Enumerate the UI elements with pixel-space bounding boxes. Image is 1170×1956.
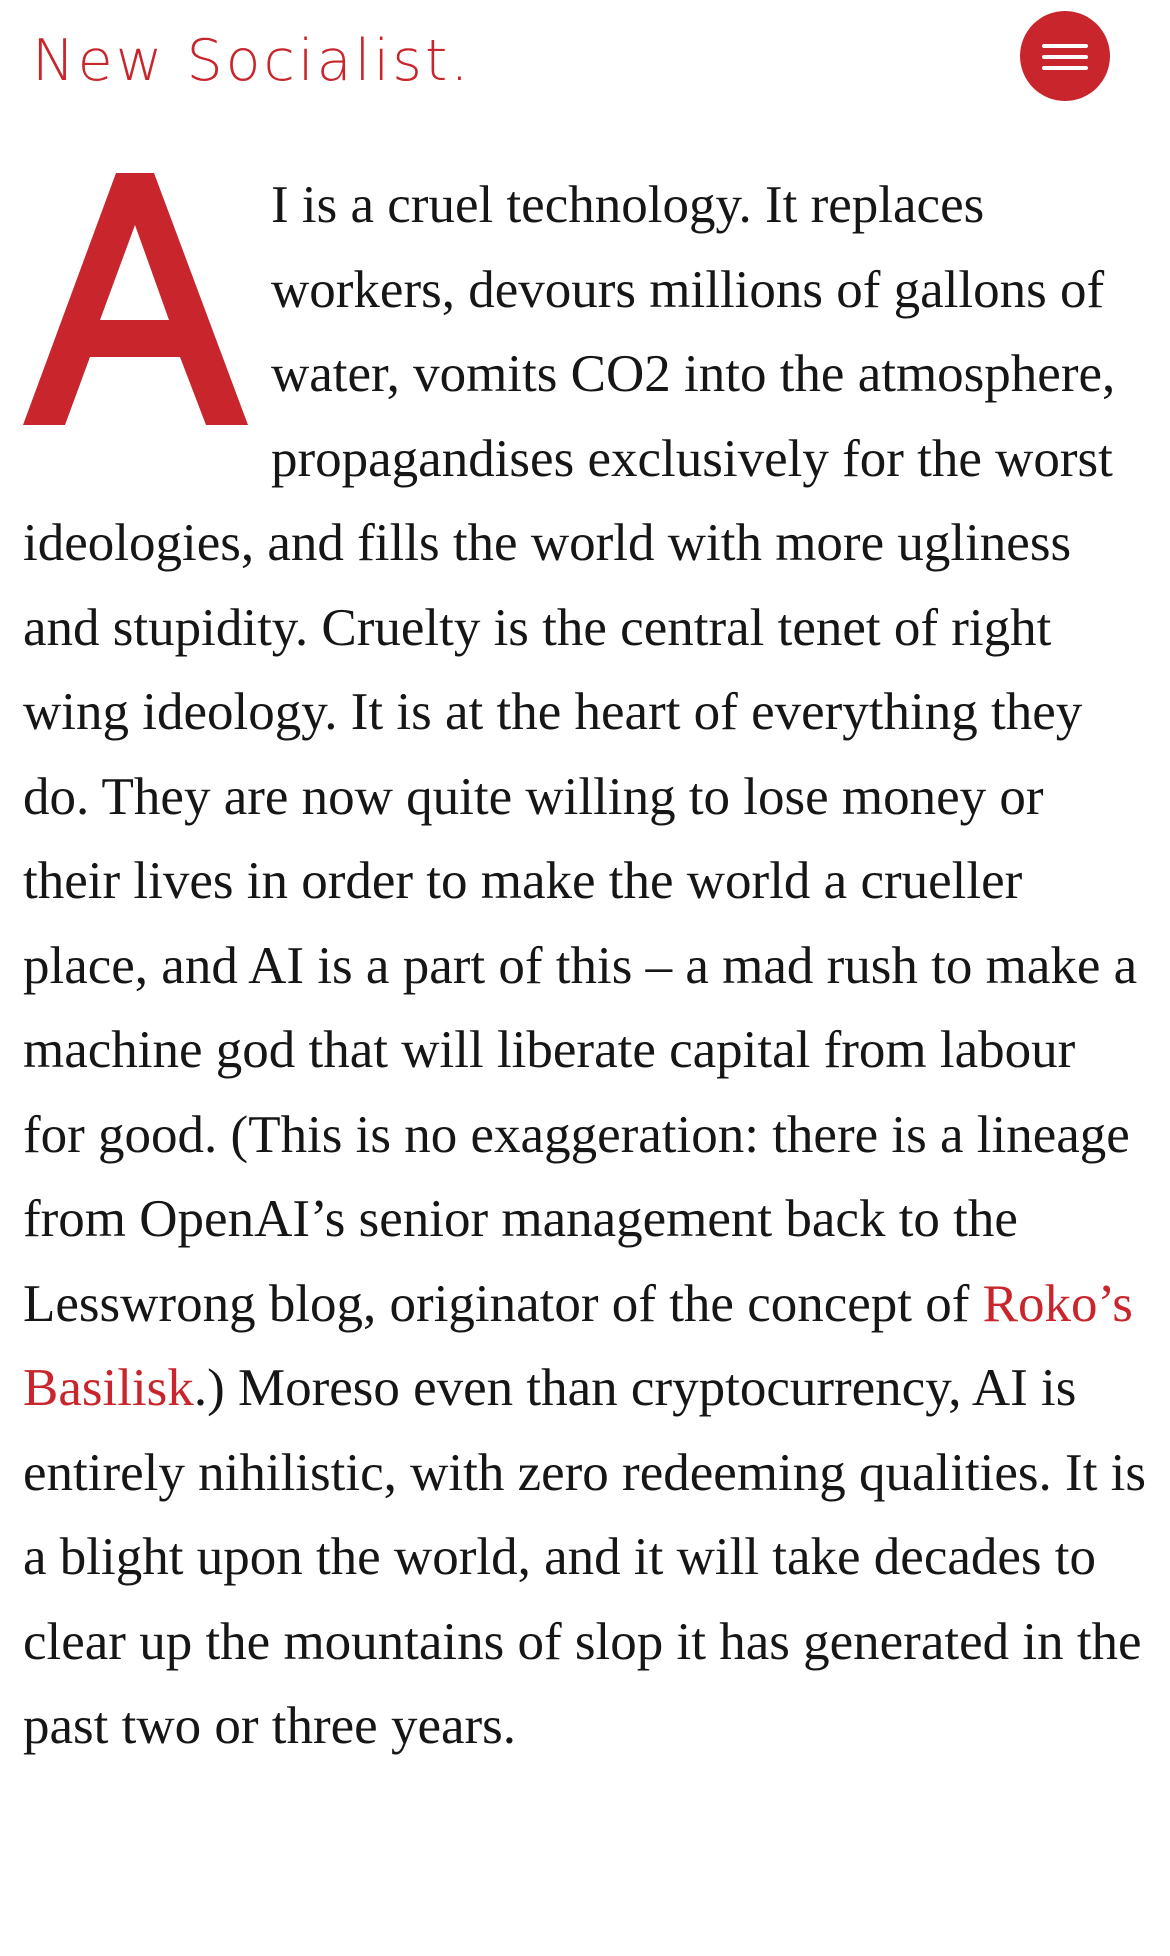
menu-button[interactable]	[1020, 11, 1110, 101]
drop-cap-letter-a	[23, 173, 248, 425]
brand-name: New Socialist	[32, 28, 451, 94]
site-header	[0, 0, 1170, 118]
article-paragraph	[23, 163, 1148, 1769]
rokos-basilisk-link[interactable]: Roko’s Basilisk	[23, 1274, 1133, 1417]
drop-cap	[23, 163, 271, 491]
site-logo-link[interactable]	[32, 22, 471, 100]
article-text-end: .) Moreso even than cryptocurrency, AI is entirely nihilistic, with zero redeeming qualities. It is a blight upon the world, and it will take decades to clear up the mountains of slop it has generated in the past two or three years.	[23, 1359, 1147, 1755]
article-text-start: I is a cruel technology. It replaces workers, devours millions of gallons of water, vomits CO2 into the atmosphere, propagandises exclusively for the worst ideologies, and fills the world with more ugliness and stupidity. Cruelty is the central tenet of right wing ideology. It is at the heart of everything they do. They are now quite willing to lose money or their lives in order to make the world a crueller place, and AI is a part of this – a mad rush to make a machine god that will liberate capital from labour for good. (This is no exaggeration: there is a lineage from OpenAI’s senior management back to the Lesswrong blog, originator of the concept of	[23, 176, 1138, 1333]
brand-dot: .	[450, 28, 472, 94]
